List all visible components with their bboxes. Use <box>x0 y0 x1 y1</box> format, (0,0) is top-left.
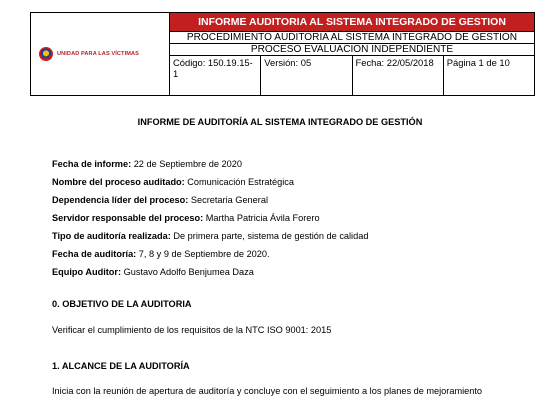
date-cell: Fecha: 22/05/2018 <box>352 56 443 96</box>
field-fecha-informe <box>52 155 532 173</box>
field-label: Fecha de informe: <box>52 159 132 169</box>
field-value: Comunicación Estratégica <box>184 177 295 187</box>
version-cell: Versión: 05 <box>261 56 352 96</box>
field-label: Servidor responsable del proceso: <box>52 213 204 223</box>
coat-of-arms-icon <box>39 47 53 61</box>
field-dependencia <box>52 191 532 209</box>
section-heading-alcance: 1. ALCANCE DE LA AUDITORÍA <box>52 361 190 371</box>
page-count-cell: Página 1 de 10 <box>443 56 534 96</box>
logo-text: UNIDAD PARA LAS VÍCTIMAS <box>57 51 139 57</box>
field-value: De primera parte, sistema de gestión de calidad <box>170 231 369 241</box>
process-name: PROCESO EVALUACIÓN INDEPENDIENTE <box>170 43 534 55</box>
field-value: Gustavo Adolfo Benjumea Daza <box>121 267 254 277</box>
logo-cell <box>31 13 170 96</box>
procedure-cell <box>170 32 535 56</box>
report-title-bar: INFORME AUDITORIA AL SISTEMA INTEGRADO DE GESTION <box>170 13 535 32</box>
field-tipo-auditoria <box>52 227 532 245</box>
field-servidor-responsable <box>52 209 532 227</box>
field-label: Equipo Auditor: <box>52 267 122 277</box>
field-value: Martha Patricia Ávila Forero <box>203 213 320 223</box>
field-proceso-auditado <box>52 173 532 191</box>
section-heading-objetivo: 0. OBJETIVO DE LA AUDITORIA <box>52 299 192 309</box>
field-label: Nombre del proceso auditado: <box>52 177 185 187</box>
field-label: Fecha de auditoría: <box>52 249 137 259</box>
document-title: INFORME DE AUDITORÍA AL SISTEMA INTEGRADO DE GESTIÓN <box>137 117 423 127</box>
field-value: 7, 8 y 9 de Septiembre de 2020. <box>136 249 270 259</box>
document-header-table <box>30 12 535 96</box>
report-fields <box>52 155 532 281</box>
agency-logo <box>31 47 169 61</box>
section-text-objetivo: Verificar el cumplimiento de los requisitos de la NTC ISO 9001: 2015 <box>52 325 332 335</box>
field-label: Dependencia líder del proceso: <box>52 195 189 205</box>
code-cell: Código: 150.19.15-1 <box>170 56 261 96</box>
procedure-name: PROCEDIMIENTO AUDITORIA AL SISTEMA INTEGRADO DE GESTIÓN <box>186 32 518 43</box>
field-value: Secretaria General <box>188 195 268 205</box>
field-label: Tipo de auditoría realizada: <box>52 231 171 241</box>
field-fecha-auditoria <box>52 245 532 263</box>
field-value: 22 de Septiembre de 2020 <box>131 159 242 169</box>
section-text-alcance: Inicia con la reunión de apertura de auditoría y concluye con el seguimiento a los planes de mejoramiento <box>52 386 483 396</box>
field-equipo-auditor <box>52 263 532 281</box>
